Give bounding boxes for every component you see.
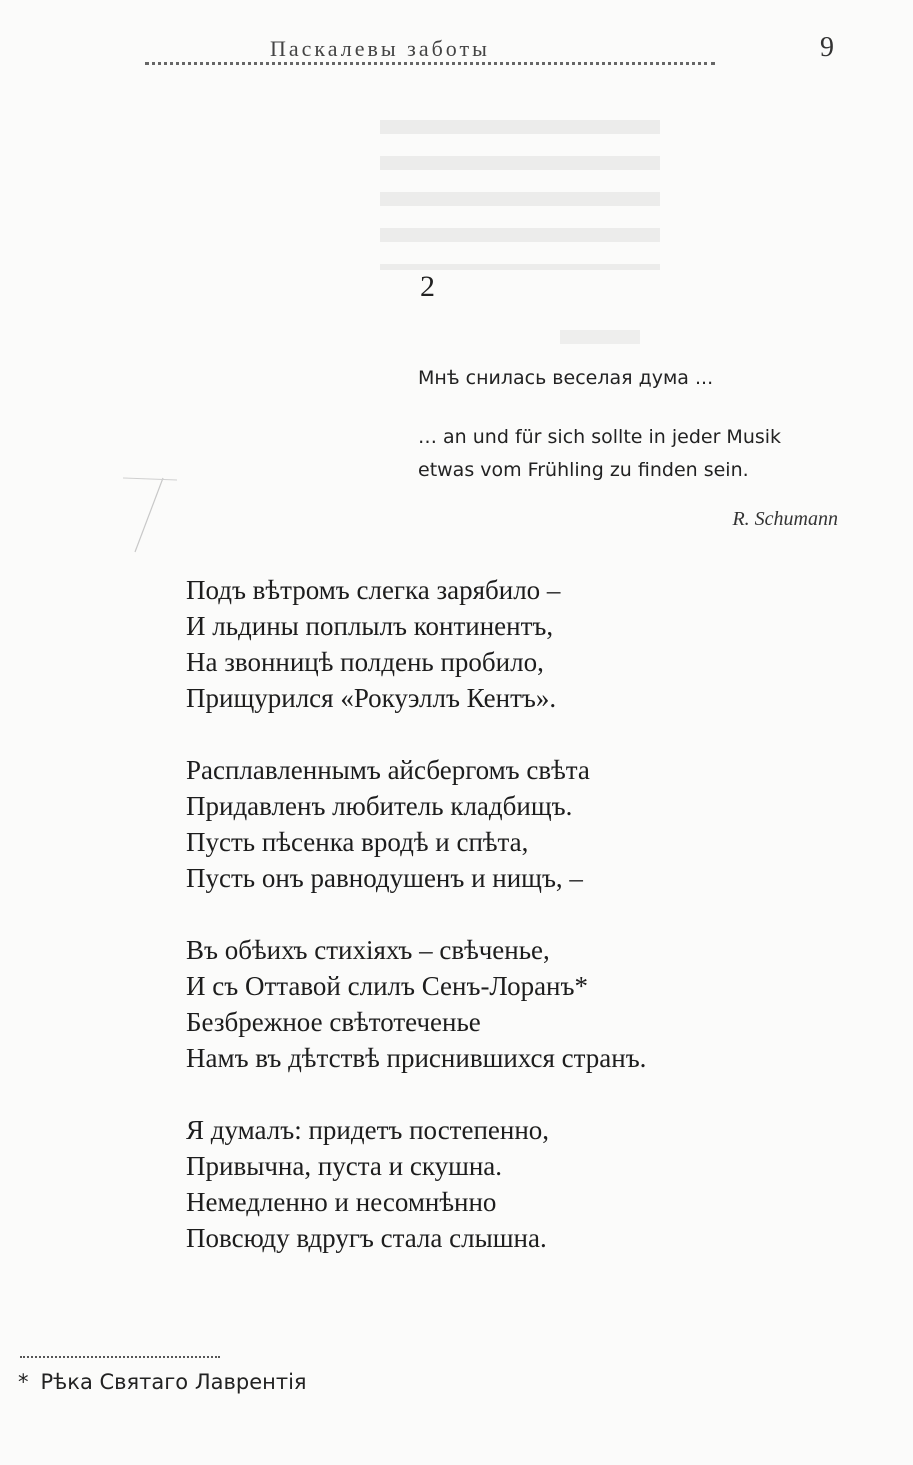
- epigraph-author: R. Schumann: [732, 508, 838, 530]
- stanza: [186, 752, 826, 896]
- epigraph-line: etwas vom Frühling zu finden sein.: [418, 459, 749, 481]
- poem: [186, 572, 826, 1292]
- page-number: 9: [820, 32, 834, 63]
- footnote-mark: *: [18, 1370, 29, 1394]
- poem-line: Повсюду вдругъ стала слышна.: [186, 1223, 547, 1253]
- poem-line: Немедленно и несомнѣнно: [186, 1187, 497, 1217]
- poem-line: Я думалъ: придетъ постепенно,: [186, 1115, 550, 1145]
- poem-line: Прищурился «Рокуэллъ Кентъ».: [186, 683, 557, 713]
- poem-line: Придавленъ любитель кладбищъ.: [186, 791, 573, 821]
- epigraph-line: Мнѣ снилась веселая дума ...: [418, 367, 714, 389]
- footnote: [18, 1370, 307, 1394]
- poem-line: Безбрежное свѣтотеченье: [186, 1007, 481, 1037]
- header-dotted-rule: [145, 62, 715, 65]
- footnote-dotted-rule: [20, 1356, 220, 1358]
- poem-line: Расплавленнымъ айсбергомъ свѣта: [186, 755, 590, 785]
- stanza: [186, 572, 826, 716]
- stanza: [186, 1112, 826, 1256]
- poem-line: И съ Оттавой слилъ Сенъ-Лоранъ*: [186, 971, 588, 1001]
- poem-line: На звонницѣ полдень пробило,: [186, 647, 544, 677]
- poem-line: Пусть онъ равнодушенъ и нищъ, –: [186, 863, 583, 893]
- poem-line: Пусть пѣсенка вродѣ и спѣта,: [186, 827, 529, 857]
- footnote-text: Рѣка Святаго Лаврентія: [40, 1370, 307, 1394]
- show-through-text: [380, 120, 660, 270]
- running-title: Паскалевы заботы: [270, 36, 490, 61]
- poem-line: Въ обѣихъ стихіяхъ – свѣченье,: [186, 935, 550, 965]
- poem-line: И льдины поплылъ континентъ,: [186, 611, 554, 641]
- poem-line: Намъ въ дѣтствѣ приснившихся странъ.: [186, 1043, 647, 1073]
- pencil-mark: [115, 470, 185, 560]
- epigraph-line: … an und für sich sollte in jeder Musik: [418, 426, 782, 448]
- section-number: 2: [420, 270, 435, 303]
- show-through-text: [560, 330, 640, 344]
- epigraph: [418, 362, 843, 487]
- poem-line: Подъ вѣтромъ слегка зарябило –: [186, 575, 561, 605]
- poem-line: Привычна, пуста и скушна.: [186, 1151, 503, 1181]
- stanza: [186, 932, 826, 1076]
